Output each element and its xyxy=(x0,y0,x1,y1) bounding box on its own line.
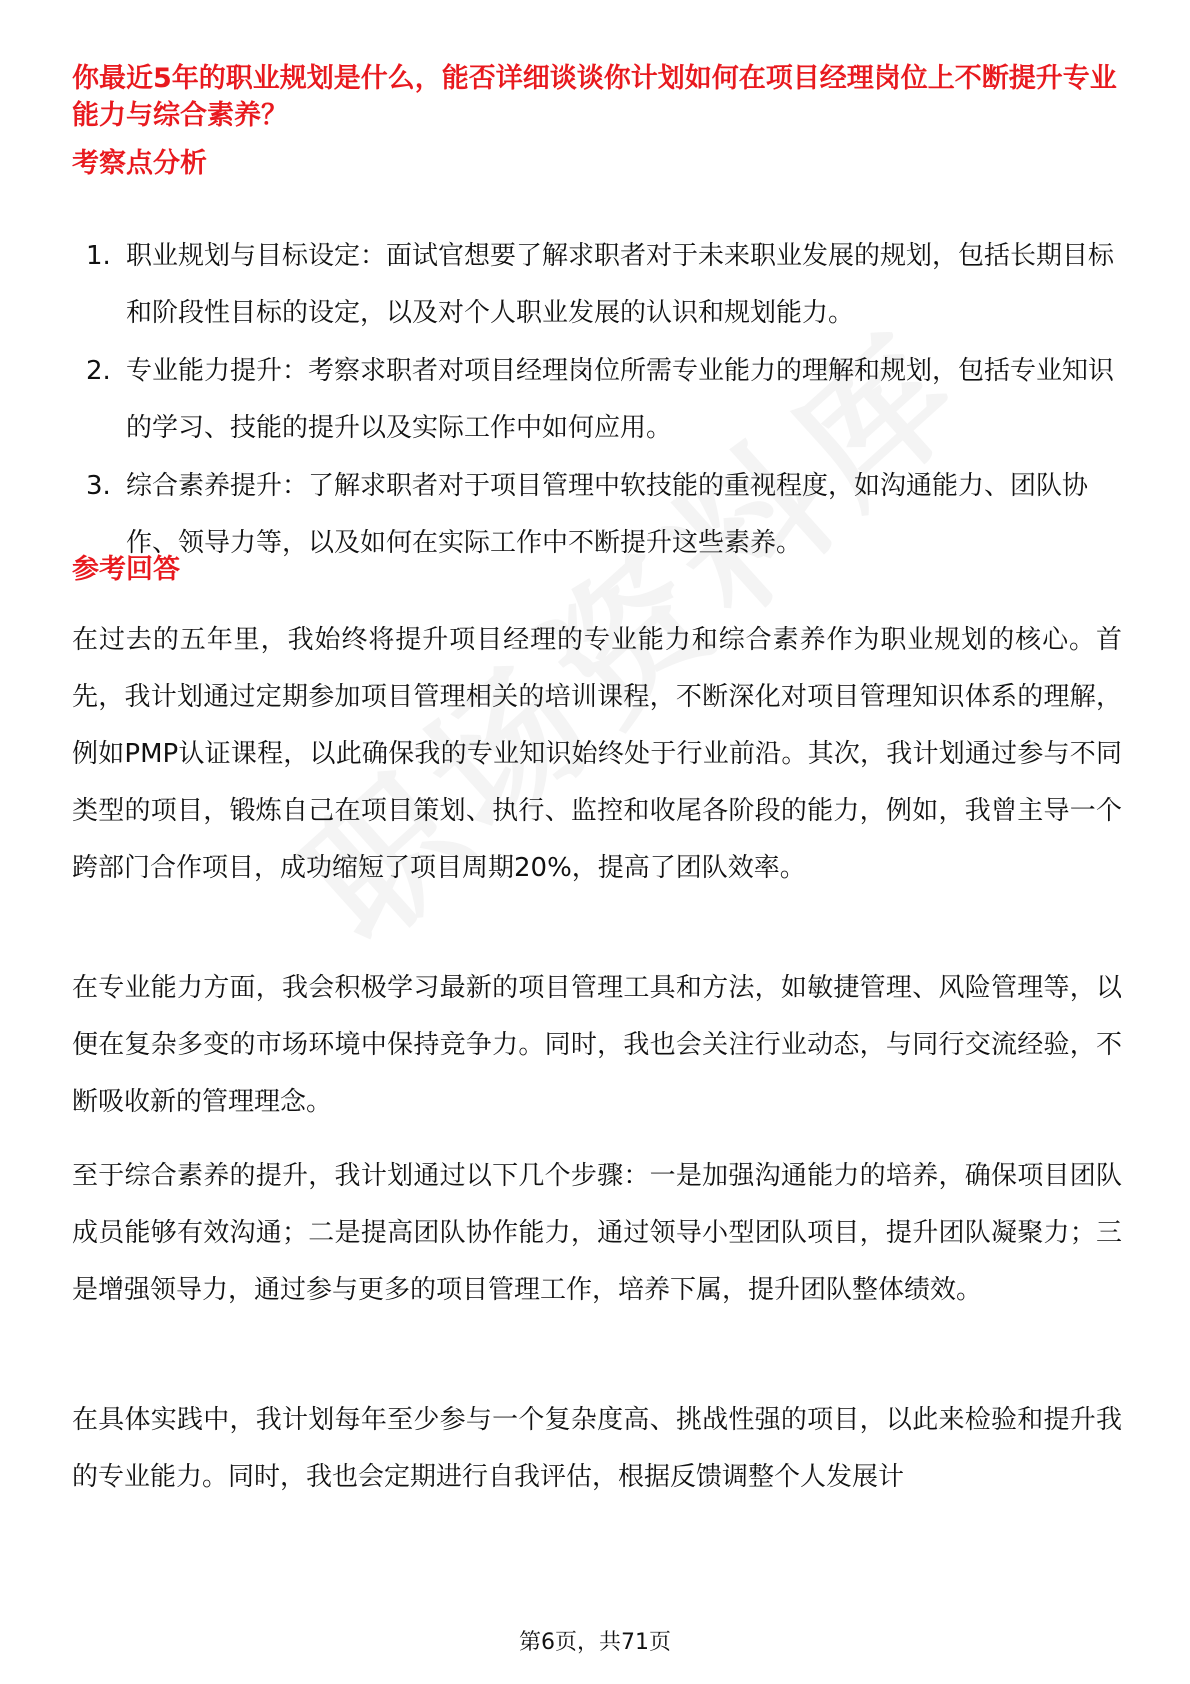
answer-paragraph: 在专业能力方面，我会积极学习最新的项目管理工具和方法，如敏捷管理、风险管理等，以便在复杂多变的市场环境中保持竞争力。同时，我也会关注行业动态，与同行交流经验，不断吸收新的管理理念。 xyxy=(72,973,1122,1117)
answer-paragraph: 在过去的五年里，我始终将提升项目经理的专业能力和综合素养作为职业规划的核心。首先，我计划通过定期参加项目管理相关的培训课程，不断深化对项目管理知识体系的理解，例如PMP认证课程，以此确保我的专业知识始终处于行业前沿。其次，我计划通过参与不同类型的项目，锻炼自己在项目策划、执行、监控和收尾各阶段的能力，例如，我曾主导一个跨部门合作项目，成功缩短了项目周期20%，提高了团队效率。 xyxy=(72,625,1122,883)
analysis-points-list xyxy=(72,228,1122,573)
analysis-point-number: 1. xyxy=(86,241,111,271)
analysis-point-text: 职业规划与目标设定：面试官想要了解求职者对于未来职业发展的规划，包括长期目标和阶段性目标的设定，以及对个人职业发展的认识和规划能力。 xyxy=(126,241,1115,328)
analysis-heading: 考察点分析 xyxy=(72,148,207,179)
analysis-point xyxy=(72,228,1122,342)
analysis-point-number: 2. xyxy=(86,356,111,386)
analysis-point-text: 专业能力提升：考察求职者对项目经理岗位所需专业能力的理解和规划，包括专业知识的学习、技能的提升以及实际工作中如何应用。 xyxy=(126,356,1115,443)
question-title: 你最近5年的职业规划是什么，能否详细谈谈你计划如何在项目经理岗位上不断提升专业能力与综合素养？ xyxy=(72,63,1117,131)
page-footer: 第6页，共71页 xyxy=(519,1630,671,1655)
answer-paragraph: 在具体实践中，我计划每年至少参与一个复杂度高、挑战性强的项目，以此来检验和提升我的专业能力。同时，我也会定期进行自我评估，根据反馈调整个人发展计 xyxy=(72,1405,1122,1492)
analysis-point xyxy=(72,458,1122,572)
answer-heading: 参考回答 xyxy=(72,554,180,585)
analysis-point-text: 综合素养提升：了解求职者对于项目管理中软技能的重视程度，如沟通能力、团队协作、领导力等，以及如何在实际工作中不断提升这些素养。 xyxy=(126,471,1089,558)
answer-paragraph: 至于综合素养的提升，我计划通过以下几个步骤：一是加强沟通能力的培养，确保项目团队成员能够有效沟通；二是提高团队协作能力，通过领导小型团队项目，提升团队凝聚力；三是增强领导力，通过参与更多的项目管理工作，培养下属，提升团队整体绩效。 xyxy=(72,1161,1122,1305)
analysis-point xyxy=(72,343,1122,457)
analysis-point-number: 3. xyxy=(86,471,111,501)
